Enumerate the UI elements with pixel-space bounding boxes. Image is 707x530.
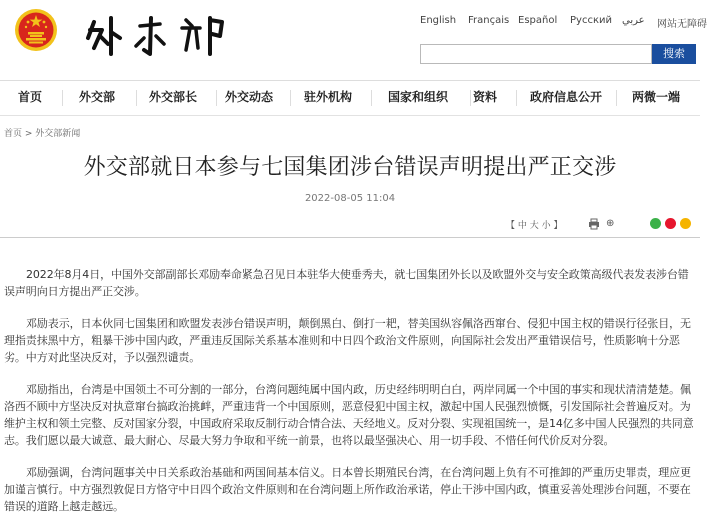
nav-item-missions[interactable]: 驻外机构 [303, 90, 352, 104]
nav-item-social[interactable]: 两微一端 [631, 90, 680, 104]
lang-russian-link[interactable]: Русский [570, 15, 612, 26]
print-icon[interactable] [588, 218, 600, 230]
lang-spanish-link[interactable]: Español [518, 15, 558, 26]
lang-arabic-link[interactable]: عربي [622, 15, 645, 26]
nav-divider [290, 90, 291, 106]
share-label: ⊕ [606, 218, 615, 229]
breadcrumb [4, 126, 80, 139]
nav-item-countries[interactable]: 国家和组织 [387, 90, 448, 104]
lang-english-link[interactable]: English [420, 15, 457, 26]
lang-french-link[interactable]: Français [468, 15, 510, 26]
breadcrumb-home-link[interactable]: 首页 [4, 129, 23, 139]
article-title: 外交部就日本参与七国集团涉台错误声明提出严正交涉 [83, 155, 617, 180]
article-date: 2022-08-05 11:04 [304, 193, 396, 204]
nav-item-minister[interactable]: 外交部长 [148, 90, 197, 104]
breadcrumb-separator: > [22, 129, 36, 139]
content-divider [0, 237, 700, 238]
main-nav [0, 80, 700, 116]
breadcrumb-news-link[interactable]: 外交部新闻 [35, 129, 81, 139]
weixin-icon[interactable] [650, 218, 661, 229]
accessibility-link[interactable]: 网站无障碍 [657, 19, 707, 30]
article-paragraph: 邓励指出，台湾是中国领土不可分割的一部分，台湾问题纯属中国内政，历史经纬明明白白，两岸同属一个中国的事实和现状清清楚楚。佩洛西不顾中方坚决反对执意窜台搞政治挑衅，严重违背一个中国原则，恶意侵犯中国主权，激起中国人民强烈愤慨，引发国际社会普遍反对。为维护主权和领土完整、反对国家分裂，中国政府采取反制行动合情合法、天经地义。反对分裂、实现祖国统一，是14亿多中国人民强烈的共同意志。我们愿以最大诚意、最大耐心、尽最大努力争取和平统一前景，也将以最坚强决心、用一切手段、不惜任何代价反对分裂。 [4, 383, 694, 447]
nav-divider [62, 90, 63, 106]
nav-item-mfa[interactable]: 外交部 [78, 90, 115, 104]
weibo-icon[interactable] [665, 218, 676, 229]
article-body [4, 266, 696, 530]
nav-item-home[interactable]: 首页 [17, 90, 42, 104]
article-tools [506, 218, 700, 232]
nav-divider [216, 90, 217, 106]
language-switcher [400, 15, 707, 31]
article-paragraph: 邓励强调，台湾问题事关中日关系政治基础和两国间基本信义。日本曾长期殖民台湾，在台湾问题上负有不可推卸的严重历史罪责，理应更加谨言慎行。中方强烈敦促日方恪守中日四个政治文件原则和在台湾问题上所作政治承诺，停止干涉中国内政，慎重妥善处理涉台问题，不要在错误的道路上越走越远。 [4, 466, 691, 513]
national-emblem-icon[interactable] [14, 8, 58, 52]
search-input[interactable] [420, 44, 652, 64]
nav-divider [371, 90, 372, 106]
nav-divider [136, 90, 137, 106]
search-button[interactable]: 搜索 [652, 44, 696, 64]
nav-item-gov-info[interactable]: 政府信息公开 [529, 90, 602, 104]
article-paragraph: 2022年8月4日，中国外交部副部长邓励奉命紧急召见日本驻华大使垂秀夫，就七国集团外长以及欧盟外交与安全政策高级代表发表涉台错误声明向日方提出严正交涉。 [4, 268, 689, 298]
font-size-switcher[interactable]: 【 中 大 小 】 [506, 221, 563, 231]
site-header [0, 0, 707, 80]
site-logo-calligraphy[interactable] [78, 8, 238, 62]
qzone-icon[interactable] [680, 218, 691, 229]
nav-item-resources[interactable]: 资料 [472, 90, 497, 104]
nav-divider [616, 90, 617, 106]
nav-item-news[interactable]: 外交动态 [224, 90, 273, 104]
article-paragraph: 邓励表示，日本伙同七国集团和欧盟发表涉台错误声明，颠倒黑白、倒打一耙，替美国纵容佩洛西窜台、侵犯中国主权的错误行径张目，无理指责抹黑中方，粗暴干涉中国内政，严重违反国际关系基本准则和中日四个政治文件原则，向国际社会发出严重错误信号，性质影响十分恶劣。中方对此坚决反对，予以强烈谴责。 [4, 317, 691, 364]
nav-divider [516, 90, 517, 106]
